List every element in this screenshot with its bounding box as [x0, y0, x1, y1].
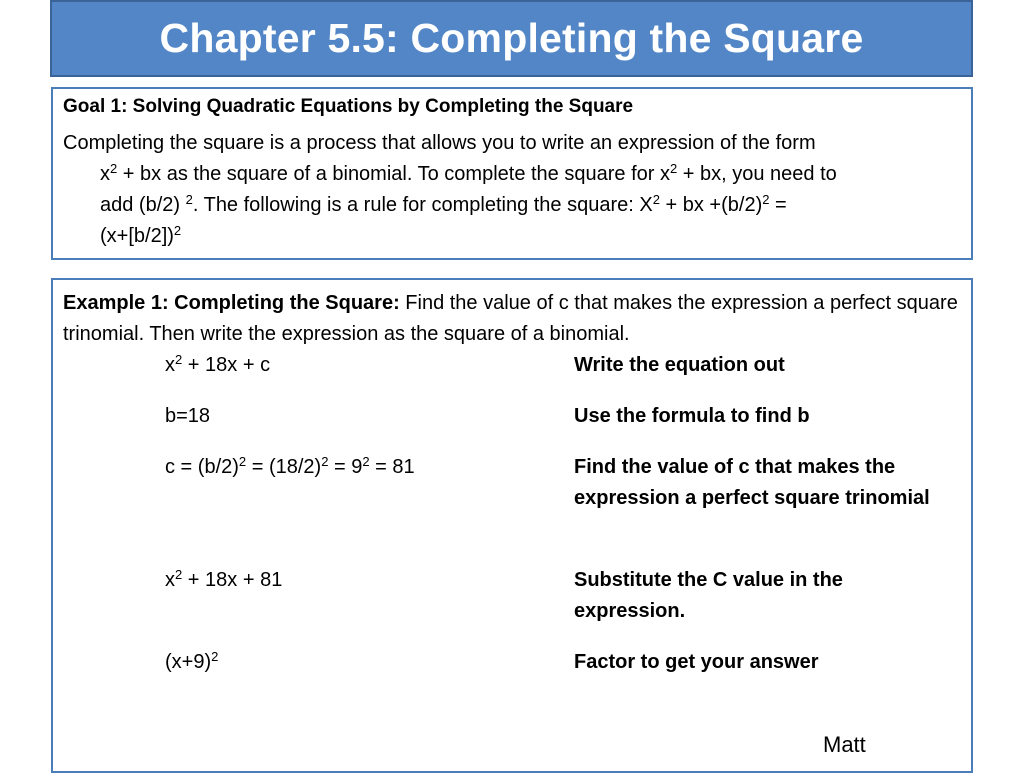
- step-2-expression: b=18: [165, 405, 211, 427]
- exponent: 2: [175, 567, 183, 582]
- exponent: 2: [321, 454, 329, 469]
- text-segment: c = (b/2): [165, 456, 239, 478]
- exponent: 2: [669, 161, 678, 176]
- text-segment: add (b/2): [100, 194, 186, 216]
- goal-line-1: Completing the square is a process that allows you to write an expression of the form: [63, 132, 816, 154]
- text-segment: + bx as the square of a binomial. To complete the square for x: [117, 163, 670, 185]
- exponent: 2: [652, 192, 660, 207]
- text-segment: + 18x + 81: [182, 569, 283, 591]
- step-1-expression: [165, 350, 270, 381]
- goal-paragraph: [63, 128, 961, 252]
- text-segment: = (18/2): [246, 456, 322, 478]
- text-segment: + 18x + c: [182, 354, 271, 376]
- exponent: 2: [185, 192, 193, 207]
- step-4-expression: [165, 565, 282, 596]
- exponent: 2: [173, 223, 182, 238]
- text-segment: (x+[b/2]): [100, 225, 174, 247]
- exponent: 2: [110, 161, 118, 176]
- author-name: Matt: [823, 732, 866, 757]
- goal-heading: Goal 1: Solving Quadratic Equations by Completing the Square: [63, 96, 634, 117]
- text-segment: + bx +(b/2): [659, 194, 763, 216]
- example-text: Find the value of c that makes the expression a perfect square trinomial. Then write the expression as the square of a binomial.: [63, 292, 958, 345]
- page-title: Chapter 5.5: Completing the Square: [159, 15, 864, 61]
- example-box: [51, 278, 973, 773]
- goal-line-4: [63, 221, 961, 252]
- text-segment: x: [165, 569, 175, 591]
- goal-line-3: [63, 190, 961, 221]
- text-segment: . The following is a rule for completing the square: X: [192, 194, 653, 216]
- example-label: Example 1: Completing the Square:: [63, 292, 400, 314]
- text-segment: = 9: [328, 456, 363, 478]
- text-segment: =: [769, 194, 787, 216]
- exponent: 2: [762, 192, 770, 207]
- exponent: 2: [175, 352, 183, 367]
- text-segment: + bx, you need to: [677, 163, 837, 185]
- step-5-description: Factor to get your answer: [574, 651, 819, 673]
- example-intro: [63, 288, 961, 350]
- text-segment: x: [165, 354, 175, 376]
- text-segment: = 81: [369, 456, 415, 478]
- exponent: 2: [238, 454, 247, 469]
- step-3-description: Find the value of c that makes the expression a perfect square trinomial: [574, 456, 930, 509]
- exponent: 2: [362, 454, 370, 469]
- text-segment: (x+9): [165, 651, 212, 673]
- step-5-expression: [165, 647, 218, 678]
- exponent: 2: [211, 649, 219, 664]
- step-2-description: Use the formula to find b: [574, 405, 810, 427]
- goal-line-2: [63, 159, 961, 190]
- step-1-description: Write the equation out: [574, 354, 785, 376]
- step-3-expression: [165, 452, 415, 483]
- goal-box: [51, 87, 973, 260]
- title-bar: [50, 0, 973, 77]
- text-x: x: [100, 163, 110, 185]
- step-4-description: Substitute the C value in the expression.: [574, 569, 843, 622]
